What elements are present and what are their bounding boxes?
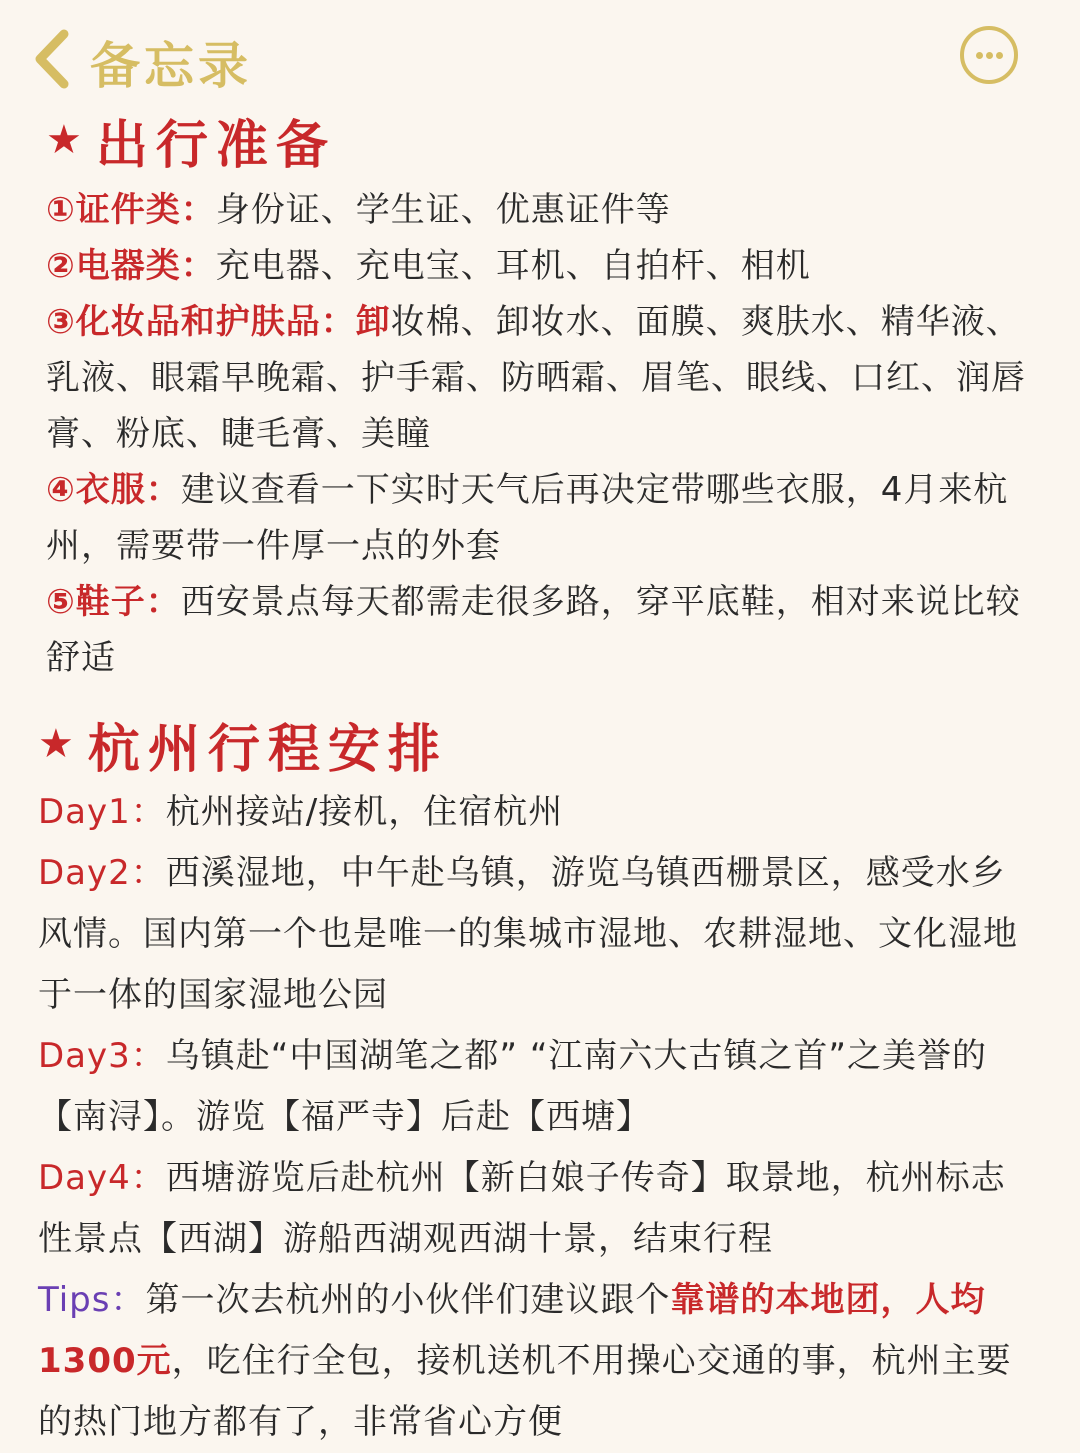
list-item (46, 182, 1038, 238)
star-icon: ★ (38, 721, 74, 767)
item-text: 西安景点每天都需走很多路，穿平底鞋，相对来说比较舒适 (46, 582, 1021, 678)
item-text: 妆棉、卸妆水、面膜、爽肤水、精华液、乳液、眼霜早晚霜、护手霜、防晒霜、眉笔、眼线、口红、润唇膏、粉底、睫毛膏、美瞳 (46, 302, 1026, 454)
day-item (38, 1148, 1038, 1270)
list-item (46, 238, 1038, 294)
day-item (38, 782, 1038, 843)
item-label: ③化妆品和护肤品：卸 (46, 302, 391, 342)
tips-label: Tips： (38, 1280, 146, 1320)
page-title: 备忘录 (90, 37, 252, 95)
more-button[interactable] (960, 26, 1018, 84)
note-content (38, 112, 1038, 1453)
day-item (38, 1026, 1038, 1148)
day-text: 杭州接站/接机，住宿杭州 (165, 792, 564, 832)
day-text: 西溪湿地，中午赴乌镇，游览乌镇西栅景区，感受水乡风情。国内第一个也是唯一的集城市湿地、农耕湿地、文化湿地于一体的国家湿地公园 (38, 853, 1018, 1015)
day-label: Day2： (38, 853, 166, 893)
item-label: ②电器类： (46, 246, 216, 286)
day-label: Day1： (38, 792, 166, 832)
more-dot (996, 52, 1003, 59)
section-travel-prep (38, 112, 1038, 686)
item-label: ①证件类： (46, 190, 216, 230)
more-horizontal-icon (976, 52, 983, 59)
list-item (46, 462, 1038, 574)
item-label: ⑤鞋子： (46, 582, 181, 622)
app-header (0, 0, 1080, 115)
day-text: 西塘游览后赴杭州【新白娘子传奇】取景地，杭州标志性景点【西湖】游船西湖观西湖十景，结束行程 (38, 1158, 1006, 1259)
list-item (46, 294, 1038, 462)
item-text: 身份证、学生证、优惠证件等 (215, 190, 671, 230)
section-heading (38, 716, 1038, 780)
chevron-left-icon[interactable] (30, 28, 74, 90)
tips-text: 第一次去杭州的小伙伴们建议跟个 (145, 1280, 671, 1320)
section-heading (46, 112, 1038, 176)
list-item (46, 574, 1038, 686)
day-text: 乌镇赴“中国湖笔之都” “江南六大古镇之首”之美誉的【南浔】。游览【福严寺】后赴【西塘】 (38, 1036, 988, 1137)
item-text: 建议查看一下实时天气后再决定带哪些衣服，4月来杭州，需要带一件厚一点的外套 (46, 470, 1009, 566)
star-icon: ★ (46, 117, 82, 163)
more-dot (986, 52, 993, 59)
section-title: 杭州行程安排 (87, 719, 448, 780)
day-label: Day3： (38, 1036, 166, 1076)
tips (38, 1270, 1038, 1453)
tips-text: ，吃住行全包，接机送机不用操心交通的事，杭州主要的热门地方都有了，非常省心方便 (38, 1341, 1012, 1442)
section-itinerary (38, 716, 1038, 1453)
day-item (38, 843, 1038, 1026)
section-title: 出行准备 (95, 115, 336, 176)
item-label: ④衣服： (46, 470, 181, 510)
day-label: Day4： (38, 1158, 166, 1198)
tips-highlight: 靠谱的本地团，人均1300元 (38, 1280, 986, 1381)
item-text: 充电器、充电宝、耳机、自拍杆、相机 (215, 246, 811, 286)
